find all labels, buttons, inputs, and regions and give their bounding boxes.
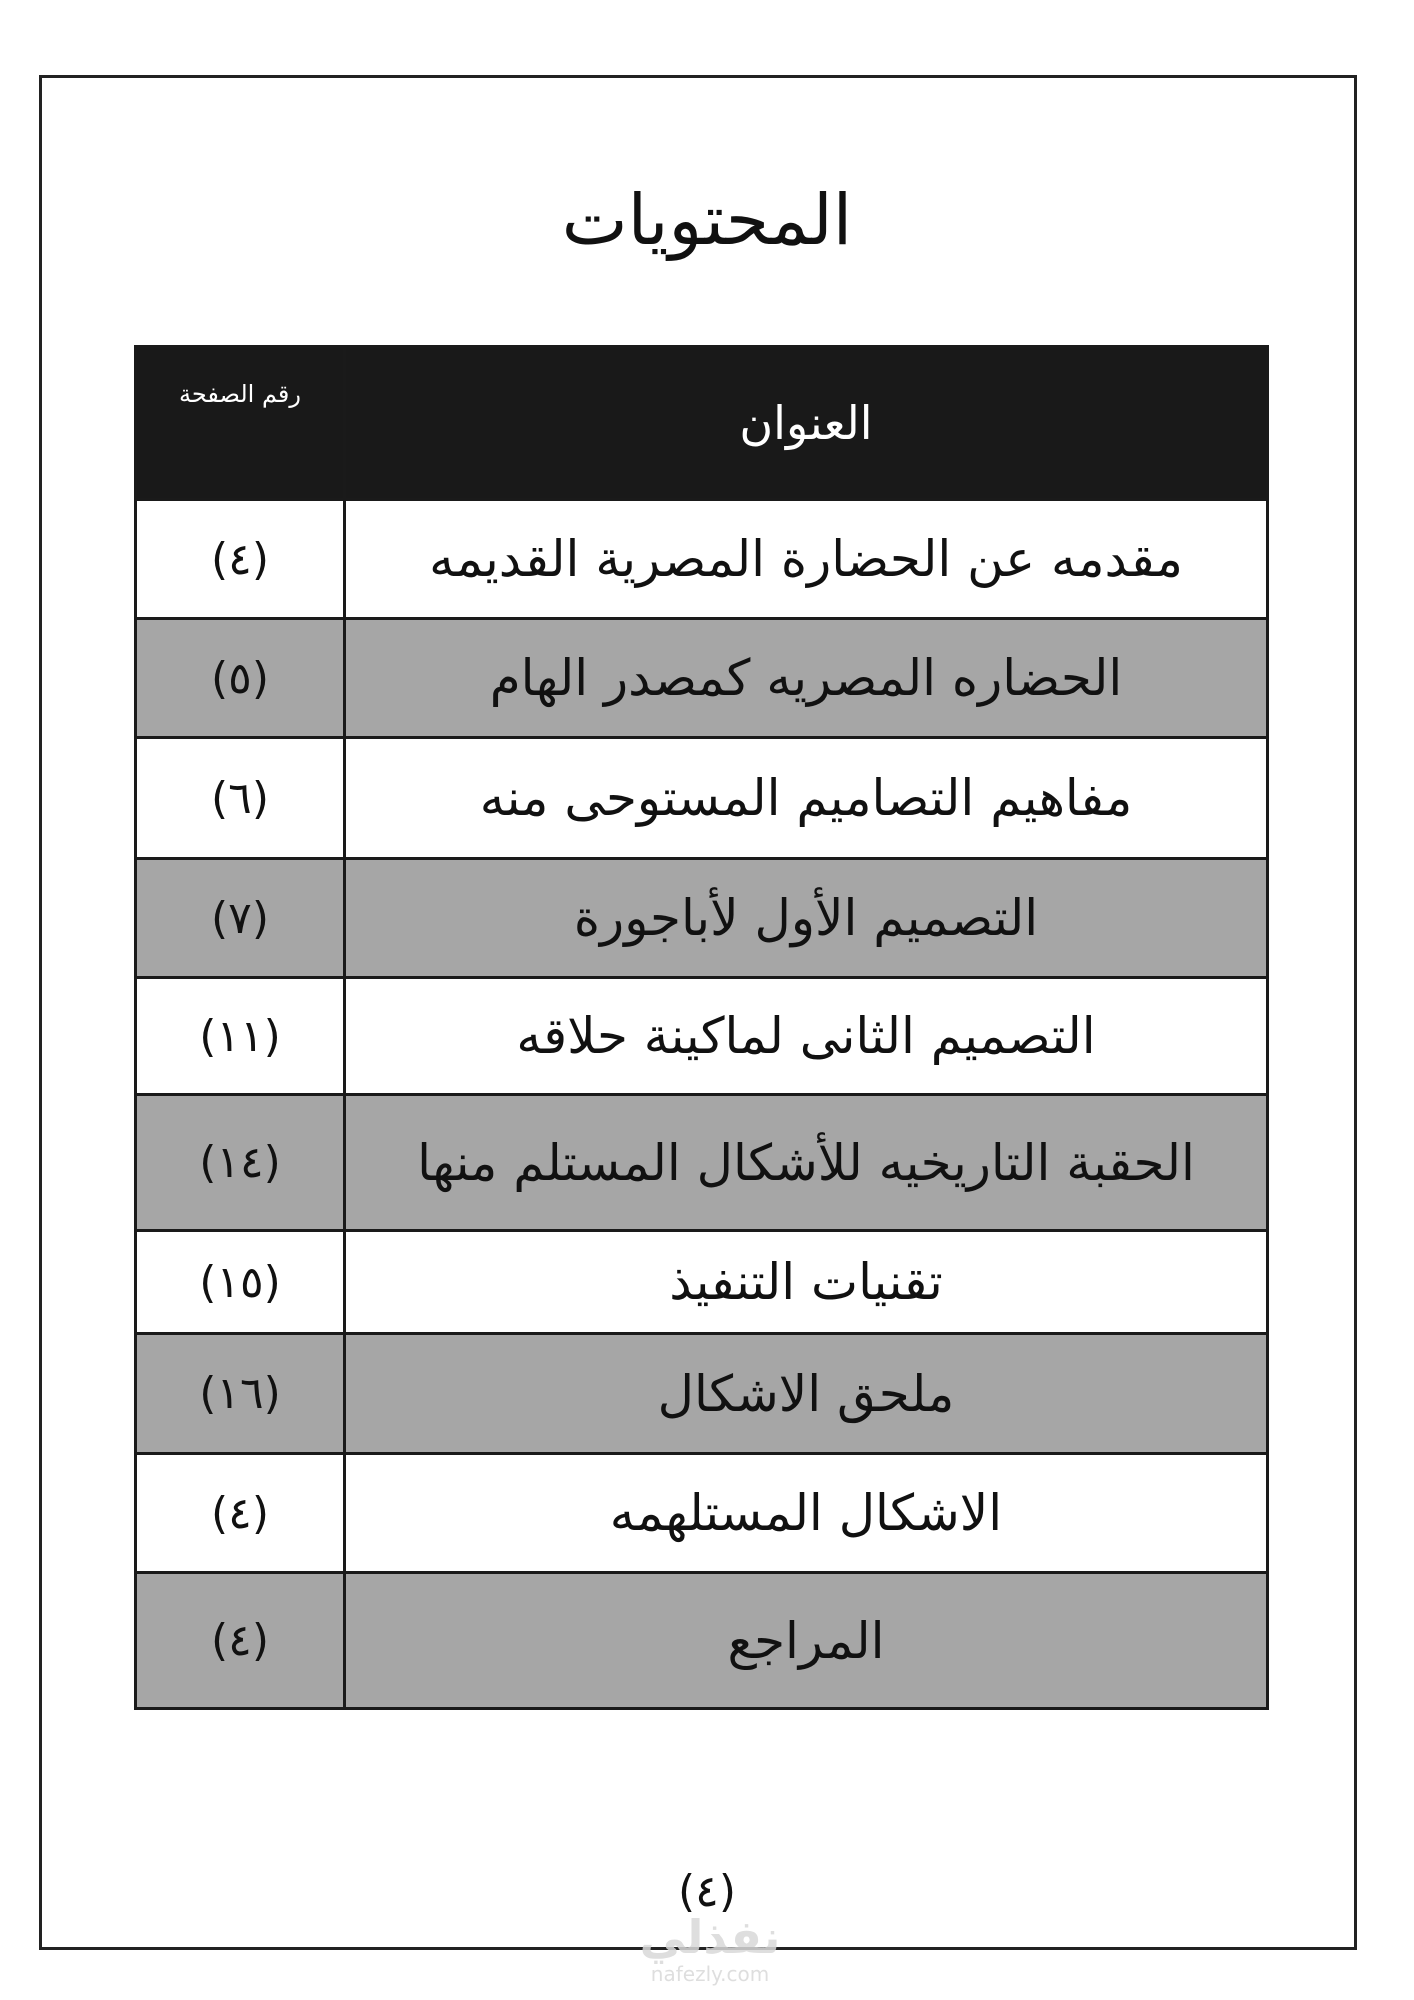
row-page-number: (١٤) bbox=[136, 1095, 345, 1231]
table-row bbox=[136, 1334, 1268, 1454]
row-title: مقدمه عن الحضارة المصرية القديمه bbox=[345, 500, 1268, 619]
table-row bbox=[136, 1454, 1268, 1573]
table-body bbox=[136, 500, 1268, 1709]
row-page-number: (٤) bbox=[136, 1454, 345, 1573]
title-column-header: العنوان bbox=[345, 347, 1268, 500]
page-number-column-header: رقم الصفحة bbox=[136, 347, 345, 500]
row-title: التصميم الأول لأباجورة bbox=[345, 859, 1268, 978]
row-title: المراجع bbox=[345, 1573, 1268, 1709]
row-page-number: (٥) bbox=[136, 619, 345, 738]
row-page-number: (٤) bbox=[136, 1573, 345, 1709]
contents-table bbox=[134, 345, 1269, 1710]
watermark-url: nafezly.com bbox=[650, 1962, 770, 1986]
row-title: الاشكال المستلهمه bbox=[345, 1454, 1268, 1573]
row-page-number: (١١) bbox=[136, 978, 345, 1095]
row-page-number: (٦) bbox=[136, 738, 345, 859]
table-row bbox=[136, 619, 1268, 738]
table-row bbox=[136, 978, 1268, 1095]
watermark-logo: نفذلي bbox=[639, 1910, 781, 1964]
table-row bbox=[136, 738, 1268, 859]
page-title: المحتويات bbox=[561, 179, 853, 261]
row-title: مفاهيم التصاميم المستوحى منه bbox=[345, 738, 1268, 859]
table-row bbox=[136, 1573, 1268, 1709]
row-page-number: (١٥) bbox=[136, 1231, 345, 1334]
row-title: الحضاره المصريه كمصدر الهام bbox=[345, 619, 1268, 738]
row-page-number: (٤) bbox=[136, 500, 345, 619]
table-header-row bbox=[136, 347, 1268, 500]
table-row bbox=[136, 1095, 1268, 1231]
footer-page-number: (٤) bbox=[678, 1866, 736, 1917]
row-page-number: (٧) bbox=[136, 859, 345, 978]
row-title: تقنيات التنفيذ bbox=[345, 1231, 1268, 1334]
row-title: الحقبة التاريخيه للأشكال المستلم منها bbox=[345, 1095, 1268, 1231]
row-page-number: (١٦) bbox=[136, 1334, 345, 1454]
row-title: التصميم الثانى لماكينة حلاقه bbox=[345, 978, 1268, 1095]
table-row bbox=[136, 859, 1268, 978]
table-row bbox=[136, 1231, 1268, 1334]
table-row bbox=[136, 500, 1268, 619]
row-title: ملحق الاشكال bbox=[345, 1334, 1268, 1454]
